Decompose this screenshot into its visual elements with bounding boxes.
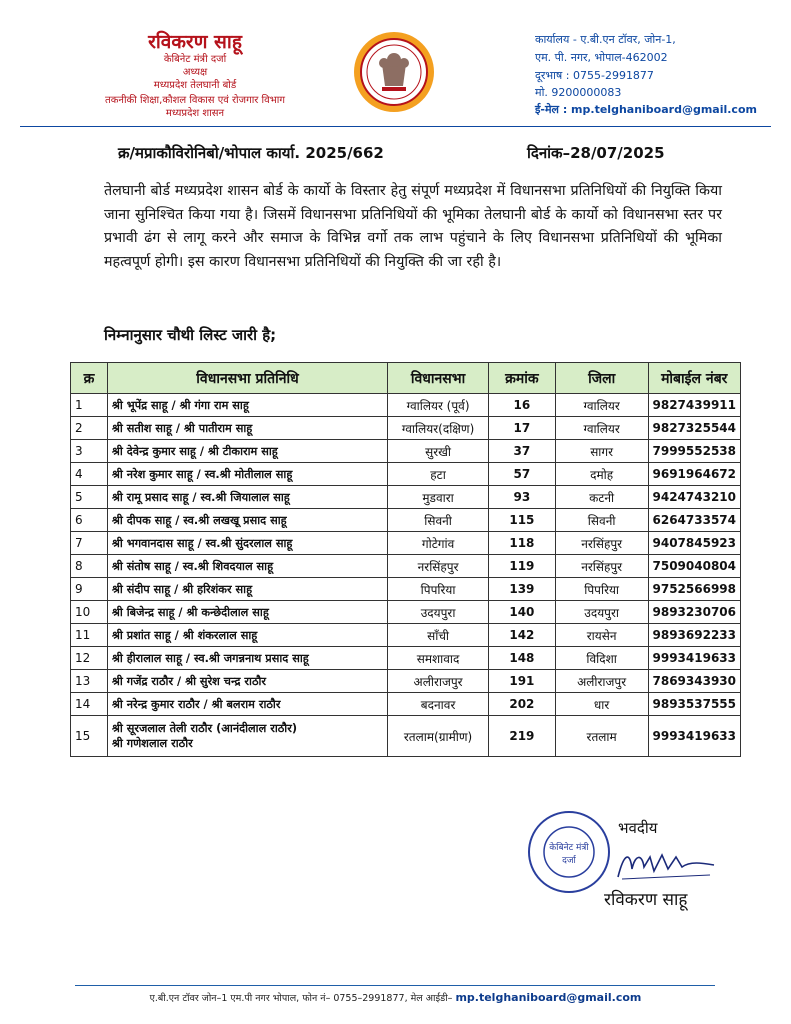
cell-number: 191 xyxy=(488,670,555,693)
table-row xyxy=(71,693,741,716)
cell-district: नरसिंहपुर xyxy=(555,555,648,578)
cell-serial: 14 xyxy=(71,693,108,716)
cell-number: 57 xyxy=(488,463,555,486)
body-paragraph: तेलघानी बोर्ड मध्यप्रदेश शासन बोर्ड के कार्यो के विस्तार हेतु संपूर्ण मध्यप्रदेश में विधानसभा प्रतिनिधियों की नियुक्ति किया जाना सुनिश्चित किया गया है। जिसमें विधानसभा प्रतिनिधियों की भूमिका तेलघानी बोर्ड के कार्यो को विधानसभा स्तर पर प्रभावी ढंग से लागू करने और समाज के विभिन्न वर्गो तक लाभ पहुंचाने के लिए विधानसभा प्रतिनिधियों की भूमिका महत्वपूर्ण होगी। इस कारण विधानसभा प्रतिनिधियों की नियुक्ति की जा रही है। xyxy=(104,183,722,270)
cell-number: 142 xyxy=(488,624,555,647)
cell-number: 17 xyxy=(488,417,555,440)
cell-district: दमोह xyxy=(555,463,648,486)
header-mobile: मोबाईल नंबर xyxy=(648,363,741,394)
cell-representative: श्री दीपक साहू / स्व.श्री लखखू प्रसाद साहू xyxy=(107,509,387,532)
header-representative: विधानसभा प्रतिनिधि xyxy=(107,363,387,394)
cell-constituency: बदनावर xyxy=(388,693,489,716)
table-row xyxy=(71,394,741,417)
cell-mobile: 9407845923 xyxy=(648,532,741,555)
cell-serial: 11 xyxy=(71,624,108,647)
cell-constituency: उदयपुरा xyxy=(388,601,489,624)
cell-representative: श्री संदीप साहू / श्री हरिशंकर साहू xyxy=(107,578,387,601)
cell-serial: 8 xyxy=(71,555,108,578)
table-row xyxy=(71,463,741,486)
seal-text-line1: केबिनेट मंत्री xyxy=(549,843,589,853)
letterhead-department: तकनीकी शिक्षा,कौशल विकास एवं रोजगार विभाग xyxy=(105,95,285,106)
table-row xyxy=(71,578,741,601)
cell-number: 16 xyxy=(488,394,555,417)
cell-representative: श्री भूपेंद्र साहू / श्री गंगा राम साहू xyxy=(107,394,387,417)
cell-number: 37 xyxy=(488,440,555,463)
cell-district: धार xyxy=(555,693,648,716)
cell-representative: श्री हीरालाल साहू / स्व.श्री जगन्ननाथ प्रसाद साहू xyxy=(107,647,387,670)
cell-serial: 15 xyxy=(71,716,108,757)
cell-serial: 7 xyxy=(71,532,108,555)
table-body xyxy=(71,394,741,716)
letterhead-designation: केबिनेट मंत्री दर्जा xyxy=(163,54,227,65)
office-mobile: मो. 9200000083 xyxy=(535,86,622,99)
cell-mobile: 9827439911 xyxy=(648,394,741,417)
table-row xyxy=(71,417,741,440)
cell-representative: श्री रामू प्रसाद साहू / स्व.श्री जियालाल साहू xyxy=(107,486,387,509)
cell-constituency: ग्वालियर (पूर्व) xyxy=(388,394,489,417)
cell-mobile: 9424743210 xyxy=(648,486,741,509)
reference-date: दिनांक–28/07/2025 xyxy=(527,144,665,162)
cell-serial: 3 xyxy=(71,440,108,463)
cell-mobile: 9893692233 xyxy=(648,624,741,647)
header-constituency: विधानसभा xyxy=(388,363,489,394)
list-heading: निम्नानुसार चौथी लिस्ट जारी है; xyxy=(104,326,277,344)
cell-number: 119 xyxy=(488,555,555,578)
handwritten-signature xyxy=(610,845,720,885)
cell-district: रायसेन xyxy=(555,624,648,647)
cell-serial: 9 xyxy=(71,578,108,601)
cell-serial: 12 xyxy=(71,647,108,670)
table-row xyxy=(71,601,741,624)
cell-district: अलीराजपुर xyxy=(555,670,648,693)
cell-serial: 2 xyxy=(71,417,108,440)
cell-representative: श्री नरेन्द्र कुमार राठौर / श्री बलराम राठौर xyxy=(107,693,387,716)
table-row xyxy=(71,532,741,555)
cell-mobile: 9893230706 xyxy=(648,601,741,624)
cell-constituency: सिवनी xyxy=(388,509,489,532)
cell-number: 115 xyxy=(488,509,555,532)
cell-mobile: 9752566998 xyxy=(648,578,741,601)
cell-district: पिपरिया xyxy=(555,578,648,601)
cell-constituency: हटा xyxy=(388,463,489,486)
cell-representative: श्री बिजेन्द्र साहू / श्री कन्छेदीलाल साहू xyxy=(107,601,387,624)
representative-line: श्री गणेशलाल राठौर xyxy=(111,737,193,750)
cell-district: ग्वालियर xyxy=(555,394,648,417)
reference-number: क्र/मप्राकौविरोनिबो/भोपाल कार्या. 2025/662 xyxy=(118,144,384,162)
cell-number: 118 xyxy=(488,532,555,555)
office-address-line1: कार्यालय - ए.बी.एन टॉवर, जोन-1, xyxy=(535,33,676,46)
table-row xyxy=(71,624,741,647)
header-number: क्रमांक xyxy=(488,363,555,394)
footer xyxy=(40,991,751,1004)
table-row xyxy=(71,440,741,463)
signatory-name: रविकरण साहू xyxy=(604,890,688,910)
cell-constituency: सॉंची xyxy=(388,624,489,647)
cell-constituency: नरसिंहपुर xyxy=(388,555,489,578)
state-emblem-icon xyxy=(352,30,436,114)
letterhead-name: रविकरण साहू xyxy=(148,31,242,53)
cell-serial: 5 xyxy=(71,486,108,509)
footer-email: mp.telghaniboard@gmail.com xyxy=(455,991,642,1004)
header-district: जिला xyxy=(555,363,648,394)
cell-mobile: 6264733574 xyxy=(648,509,741,532)
office-address-line2: एम. पी. नगर, भोपाल-462002 xyxy=(535,51,668,64)
header-serial: क्र xyxy=(71,363,108,394)
cell-number: 219 xyxy=(488,716,555,757)
cell-representative xyxy=(107,716,387,757)
cell-number: 140 xyxy=(488,601,555,624)
cell-number: 93 xyxy=(488,486,555,509)
letterhead-post: अध्यक्ष xyxy=(182,67,208,78)
cell-district: नरसिंहपुर xyxy=(555,532,648,555)
cell-district: रतलाम xyxy=(555,716,648,757)
closing-text: भवदीय xyxy=(618,819,658,837)
official-seal-icon xyxy=(527,810,611,894)
cell-district: ग्वालियर xyxy=(555,417,648,440)
table-header-row xyxy=(71,363,741,394)
cell-constituency: ग्वालियर(दक्षिण) xyxy=(388,417,489,440)
cell-representative: श्री सतीश साहू / श्री पातीराम साहू xyxy=(107,417,387,440)
letterhead-government: मध्यप्रदेश शासन xyxy=(165,108,225,119)
seal-text-line2: दर्जा xyxy=(562,856,576,866)
cell-number: 148 xyxy=(488,647,555,670)
cell-number: 139 xyxy=(488,578,555,601)
cell-mobile: 9893537555 xyxy=(648,693,741,716)
cell-serial: 1 xyxy=(71,394,108,417)
cell-representative: श्री नरेश कुमार साहू / स्व.श्री मोतीलाल साहू xyxy=(107,463,387,486)
cell-constituency: अलीराजपुर xyxy=(388,670,489,693)
cell-mobile: 9691964672 xyxy=(648,463,741,486)
cell-district: सिवनी xyxy=(555,509,648,532)
cell-district: कटनी xyxy=(555,486,648,509)
table-row xyxy=(71,555,741,578)
table-row xyxy=(71,670,741,693)
table-row xyxy=(71,716,741,757)
cell-mobile: 7869343930 xyxy=(648,670,741,693)
cell-district: उदयपुरा xyxy=(555,601,648,624)
cell-representative: श्री गजेंद्र राठौर / श्री सुरेश चन्द्र राठौर xyxy=(107,670,387,693)
table-row xyxy=(71,509,741,532)
table-row xyxy=(71,486,741,509)
table-row xyxy=(71,647,741,670)
cell-serial: 10 xyxy=(71,601,108,624)
office-phone: दूरभाष : 0755-2991877 xyxy=(535,69,654,82)
cell-constituency: मुडवारा xyxy=(388,486,489,509)
cell-mobile: 9993419633 xyxy=(648,716,741,757)
cell-representative: श्री प्रशांत साहू / श्री शंकरलाल साहू xyxy=(107,624,387,647)
cell-constituency: समशावाद xyxy=(388,647,489,670)
cell-representative: श्री भगवानदास साहू / स्व.श्री सुंदरलाल साहू xyxy=(107,532,387,555)
cell-district: विदिशा xyxy=(555,647,648,670)
cell-representative: श्री देवेन्द्र कुमार साहू / श्री टीकाराम साहू xyxy=(107,440,387,463)
cell-serial: 4 xyxy=(71,463,108,486)
cell-mobile: 9827325544 xyxy=(648,417,741,440)
cell-mobile: 7509040804 xyxy=(648,555,741,578)
cell-number: 202 xyxy=(488,693,555,716)
cell-constituency: गोटेगांव xyxy=(388,532,489,555)
cell-representative: श्री संतोष साहू / स्व.श्री शिवदयाल साहू xyxy=(107,555,387,578)
representative-line: श्री सूरजलाल तेली राठौर (आनंदीलाल राठौर) xyxy=(111,722,298,735)
letterhead-divider xyxy=(20,126,771,127)
cell-mobile: 9993419633 xyxy=(648,647,741,670)
cell-serial: 6 xyxy=(71,509,108,532)
footer-divider xyxy=(75,985,715,986)
letterhead-board: मध्यप्रदेश तेलघानी बोर्ड xyxy=(153,80,237,91)
representatives-table xyxy=(70,362,741,757)
cell-constituency: सुरखी xyxy=(388,440,489,463)
cell-serial: 13 xyxy=(71,670,108,693)
cell-constituency: रतलाम(ग्रामीण) xyxy=(388,716,489,757)
footer-address: ए.बी.एन टॉवर जोन–1 एम.पी नगर भोपाल, फोन नं– 0755–2991877, मेल आईडी– xyxy=(149,993,453,1004)
cell-district: सागर xyxy=(555,440,648,463)
cell-mobile: 7999552538 xyxy=(648,440,741,463)
office-email: ई-मेल : mp.telghaniboard@gmail.com xyxy=(535,103,757,116)
cell-constituency: पिपरिया xyxy=(388,578,489,601)
